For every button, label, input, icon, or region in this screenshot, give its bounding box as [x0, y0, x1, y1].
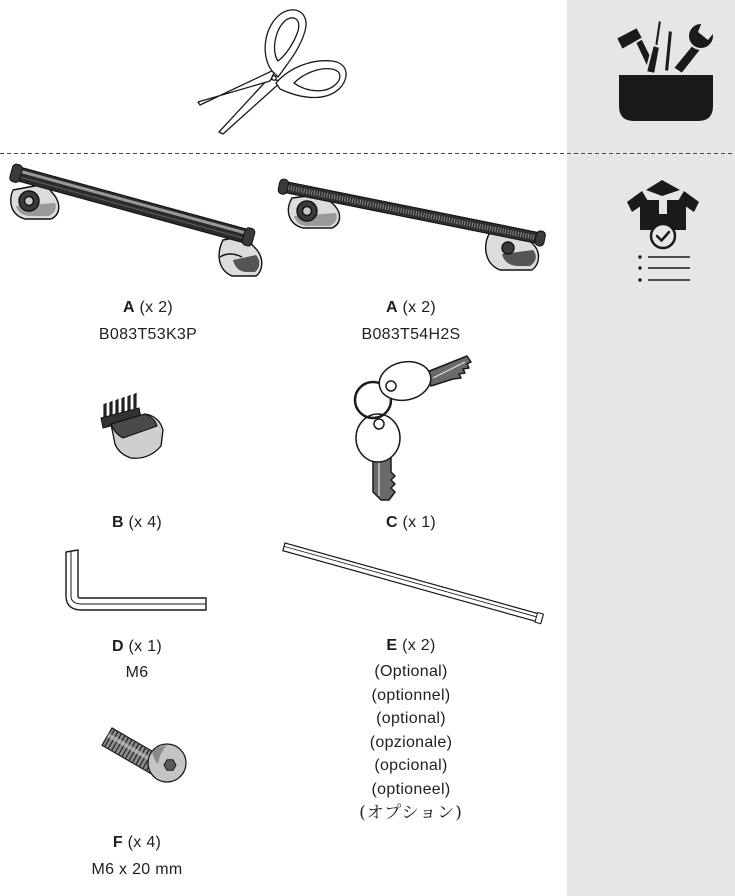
part-e-label — [301, 636, 521, 655]
part-b-label — [27, 513, 247, 532]
file-icon — [664, 30, 673, 72]
optional-note: (Optional) — [374, 663, 448, 680]
section-divider — [0, 153, 735, 154]
part-a-label — [301, 298, 521, 317]
toolbox-body — [618, 74, 714, 122]
check-circle-icon — [651, 224, 675, 248]
part-a-label — [38, 298, 258, 317]
part-quantity: (x 4) — [128, 514, 163, 531]
part-quantity: (x 2) — [402, 299, 437, 316]
optional-note: (optioneel) — [371, 780, 451, 798]
part-quantity: (x 1) — [402, 514, 437, 531]
package-icon — [627, 180, 699, 230]
sidebar — [567, 0, 735, 896]
package-checklist-icon — [622, 178, 704, 288]
rubber-strip-icon — [280, 538, 552, 628]
optional-note: (optionnel) — [371, 686, 451, 704]
part-letter: A — [122, 299, 135, 316]
part-f-size: M6 x 20 mm — [91, 861, 183, 878]
optional-note: (opcional) — [374, 757, 448, 775]
part-a-product-code: B083T54H2S — [361, 326, 461, 343]
toolbox-icon — [612, 18, 720, 124]
optional-note: (オプション) — [359, 802, 463, 823]
allen-key-icon — [60, 546, 210, 614]
part-d-size: M6 — [125, 664, 149, 681]
optional-note: (optional) — [376, 710, 446, 728]
part-letter: B — [111, 514, 124, 531]
part-quantity: (x 2) — [402, 637, 436, 654]
part-a-product-code: B083T53K3P — [98, 326, 198, 343]
part-quantity: (x 2) — [139, 299, 174, 316]
part-letter: C — [385, 514, 398, 531]
optional-note: (opzionale) — [369, 733, 453, 751]
key-icon — [376, 356, 471, 405]
scissors-icon — [190, 5, 355, 140]
keys-icon — [345, 350, 473, 504]
screwdriver-icon — [646, 20, 662, 74]
part-letter: D — [111, 638, 124, 655]
part-quantity: (x 1) — [128, 638, 163, 655]
roof-bar-icon — [276, 176, 548, 276]
roof-bar-icon — [5, 160, 267, 280]
bolt-icon — [100, 722, 192, 786]
checklist-icon — [638, 255, 690, 281]
part-quantity: (x 4) — [127, 834, 162, 851]
part-f-label — [27, 833, 247, 852]
part-c-label — [301, 513, 521, 532]
part-e-optional-notes — [301, 660, 521, 825]
part-letter: F — [112, 834, 123, 851]
part-d-label — [27, 637, 247, 656]
end-cap-icon — [95, 390, 170, 465]
part-letter: E — [386, 637, 398, 654]
key-icon — [356, 414, 400, 500]
part-letter: A — [385, 299, 398, 316]
bolt-head — [148, 744, 186, 782]
